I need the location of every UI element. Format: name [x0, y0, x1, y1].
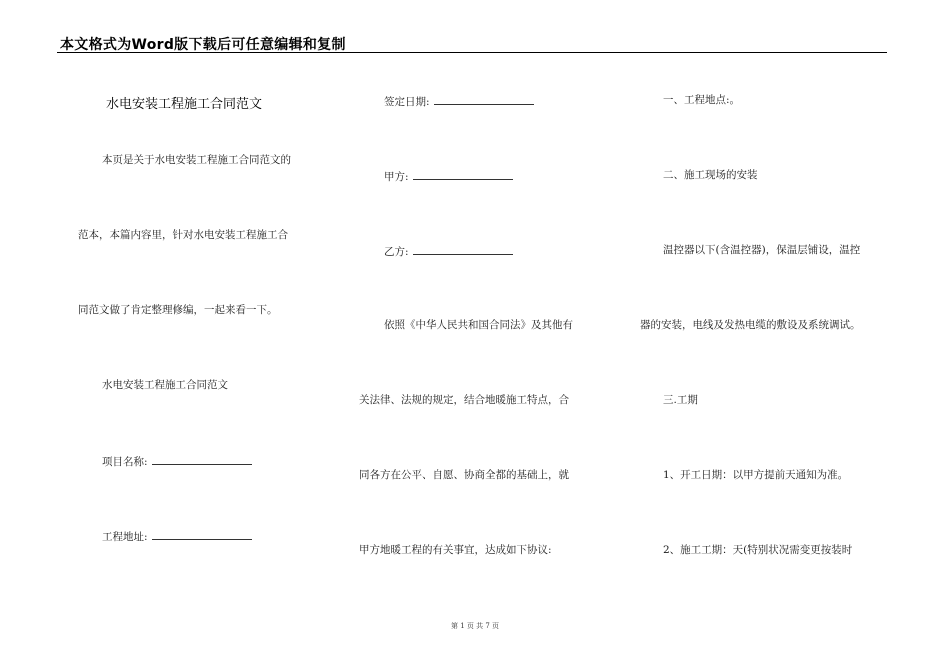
party-a-blank — [413, 168, 513, 180]
header-divider — [57, 52, 887, 53]
party-b-field — [384, 243, 513, 259]
item-1-location: 一、工程地点:。 — [663, 94, 741, 106]
agreement-line-2: 关法律、法规的规定，结合地暖施工特点，合 — [359, 394, 569, 406]
project-name-label: 项目名称: — [102, 456, 148, 468]
intro-line-1: 本页是关于水电安装工程施工合同范文的 — [102, 154, 291, 166]
page-number: 第 1 页 共 7 页 — [450, 622, 500, 630]
installation-line-1: 温控器以下(含温控器)，保温层铺设，温控 — [663, 244, 861, 256]
installation-line-2: 器的安装，电线及发热电缆的敷设及系统调试。 — [640, 319, 861, 331]
sign-date-field — [384, 93, 534, 109]
project-address-blank — [152, 528, 252, 540]
agreement-line-4: 甲方地暖工程的有关事宜，达成如下协议: — [359, 544, 552, 556]
header-title: 本文格式为Word版下载后可任意编辑和复制 — [60, 37, 346, 53]
party-a-field — [384, 168, 513, 184]
project-name-field — [102, 453, 252, 469]
contract-subtitle: 水电安装工程施工合同范文 — [102, 379, 228, 391]
duration-line: 2、施工工期：天(特别状况需变更按装时 — [663, 544, 853, 556]
party-b-blank — [413, 243, 513, 255]
agreement-line-1: 依照《中华人民共和国合同法》及其他有 — [384, 319, 573, 331]
item-3-schedule: 三.工期 — [663, 394, 698, 406]
sign-date-blank — [434, 93, 534, 105]
intro-line-3: 同范文做了肯定整理修编，一起来看一下。 — [78, 304, 278, 316]
item-2-installation: 二、施工现场的安装 — [663, 169, 758, 181]
project-address-label: 工程地址: — [102, 531, 148, 543]
intro-line-2: 范本，本篇内容里，针对水电安装工程施工合 — [78, 229, 288, 241]
party-a-label: 甲方: — [384, 171, 409, 183]
agreement-line-3: 同各方在公平、自愿、协商全都的基础上，就 — [359, 469, 569, 481]
document-title: 水电安装工程施工合同范文 — [106, 97, 263, 112]
project-address-field — [102, 528, 252, 544]
party-b-label: 乙方: — [384, 246, 409, 258]
sign-date-label: 签定日期: — [384, 96, 430, 108]
project-name-blank — [152, 453, 252, 465]
start-date-line: 1、开工日期：以甲方提前天通知为准。 — [663, 469, 849, 481]
